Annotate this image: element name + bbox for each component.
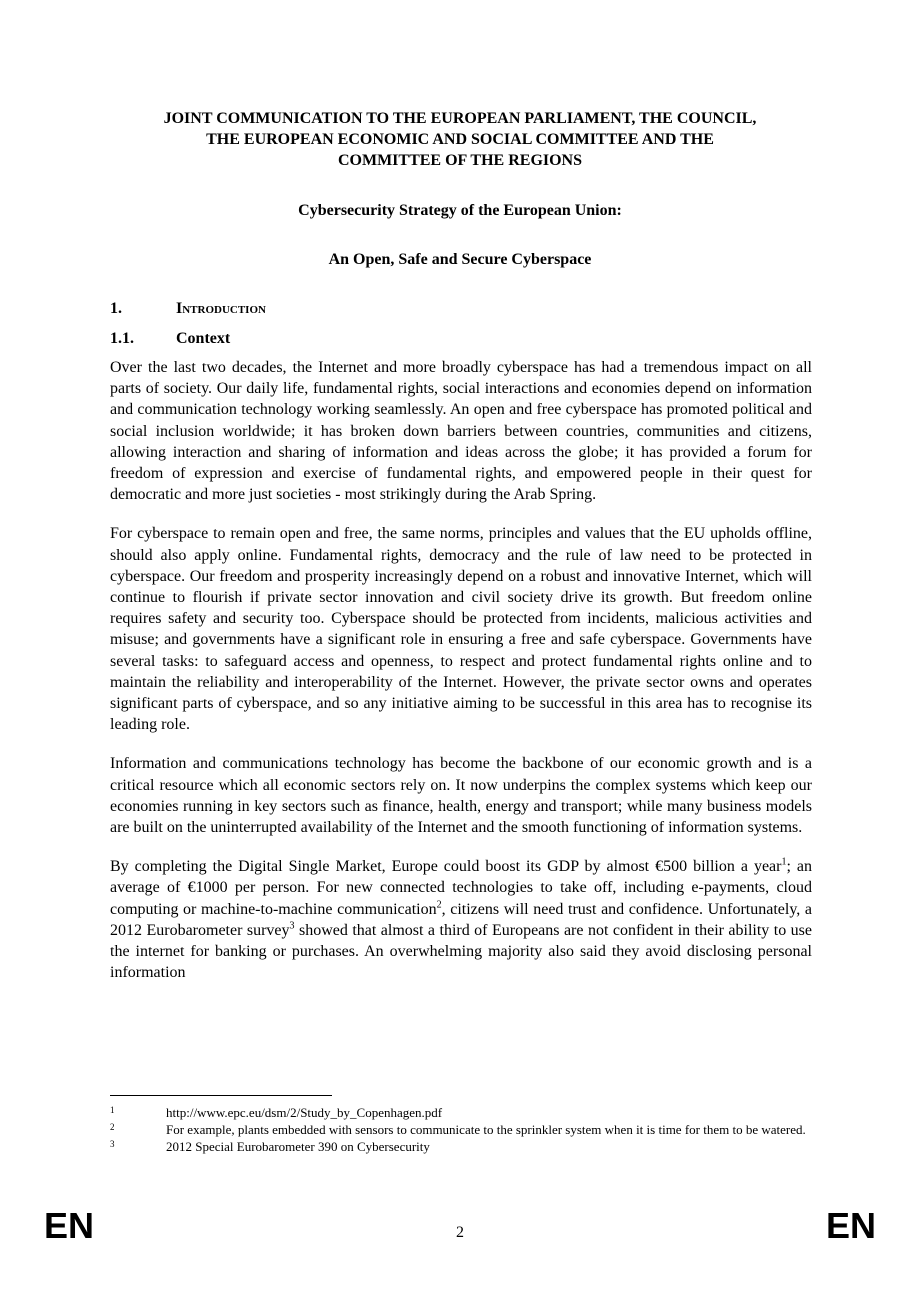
paragraph-4 [110, 856, 812, 983]
subsection-heading [110, 328, 230, 349]
footnote-divider [110, 1095, 332, 1096]
body-text [110, 357, 812, 1001]
section-title: Introduction [176, 300, 266, 317]
paragraph-4-text-2: ; an average of €1000 per person. For new connected technologies to take off, including e-payments, cloud computing or machine-to-machine communication [110, 858, 813, 918]
footnote-text: For example, plants embedded with sensors to communicate to the sprinkler system when it is time for them to be watered. [166, 1122, 806, 1137]
document-title: Cybersecurity Strategy of the European Union: [298, 202, 622, 219]
paragraph-1: Over the last two decades, the Internet and more broadly cyberspace has had a tremendous impact on all parts of society. Our daily life, fundamental rights, social interactions and economies depend on information and communication technology working seamlessly. An open and free cyberspace has promoted political and social inclusion worldwide; it has broken down barriers between countries, communities and citizens, allowing interaction and sharing of information and ideas across the globe; it has provided a forum for freedom of expression and exercise of fundamental rights, and empowered people in their quest for democratic and more just societies - most strikingly during the Arab Spring. [110, 359, 812, 504]
footnote-link[interactable]: http://www.epc.eu/dsm/2/Study_by_Copenhagen.pdf [166, 1105, 443, 1120]
footnote-text: 2012 Special Eurobarometer 390 on Cybersecurity [166, 1139, 430, 1154]
footnote [110, 1121, 810, 1138]
header-line-1: JOINT COMMUNICATION TO THE EUROPEAN PARLIAMENT, THE COUNCIL, [163, 110, 757, 127]
section-number: 1. [110, 300, 122, 317]
footnote-ref-3: 3 [289, 920, 295, 932]
paragraph-4-text-4: showed that almost a third of Europeans are not confident in their ability to use the internet for banking or purchases. An overwhelming majority also said they avoid disclosing personal information [110, 921, 813, 982]
footnote-ref-1: 1 [781, 856, 787, 868]
document-header [110, 108, 810, 171]
paragraph-4-text-3: , citizens will need trust and confidence. Unfortunately, a 2012 Eurobarometer survey [110, 900, 812, 939]
footnote-ref-2: 2 [436, 899, 442, 911]
language-marker-left: EN [44, 1205, 95, 1246]
language-marker-right: EN [826, 1205, 877, 1246]
document-subtitle: An Open, Safe and Secure Cyberspace [328, 251, 592, 268]
footnote [110, 1104, 810, 1121]
footnotes [110, 1104, 810, 1155]
footnote [110, 1138, 810, 1155]
header-line-3: COMMITTEE OF THE REGIONS [337, 152, 583, 169]
paragraph-3: Information and communications technology has become the backbone of our economic growth and is a critical resource which all economic sectors rely on. It now underpins the complex systems which keep our economies running in key sectors such as finance, health, energy and transport; while many business models are built on the uninterrupted availability of the Internet and the smooth functioning of information systems. [110, 755, 812, 837]
footnote-number: 2 [110, 1122, 115, 1132]
section-heading [110, 298, 266, 319]
paragraph-2: For cyberspace to remain open and free, the same norms, principles and values that the EU upholds offline, should also apply online. Fundamental rights, democracy and the rule of law need to be protected in cyberspace. Our freedom and prosperity increasingly depend on a robust and innovative Internet, which will continue to flourish if private sector innovation and civil society drive its growth. But freedom online requires safety and security too. Cyberspace should be protected from incidents, malicious activities and misuse; and governments have a significant role in ensuring a free and safe cyberspace. Governments have several tasks: to safeguard access and openness, to respect and protect fundamental rights online and to maintain the reliability and interoperability of the Internet. However, the private sector owns and operates significant parts of cyberspace, and so any initiative aiming to be successful in this area has to recognise its leading role. [110, 525, 812, 734]
paragraph-4-text-1: By completing the Digital Single Market, Europe could boost its GDP by almost €500 billion a year [110, 858, 782, 876]
page-number: 2 [456, 1224, 464, 1241]
footnote-number: 3 [110, 1139, 115, 1149]
subsection-title: Context [176, 330, 231, 347]
header-line-2: THE EUROPEAN ECONOMIC AND SOCIAL COMMITTEE AND THE [206, 131, 714, 148]
subsection-number: 1.1. [110, 330, 134, 347]
footnote-number: 1 [110, 1105, 115, 1115]
